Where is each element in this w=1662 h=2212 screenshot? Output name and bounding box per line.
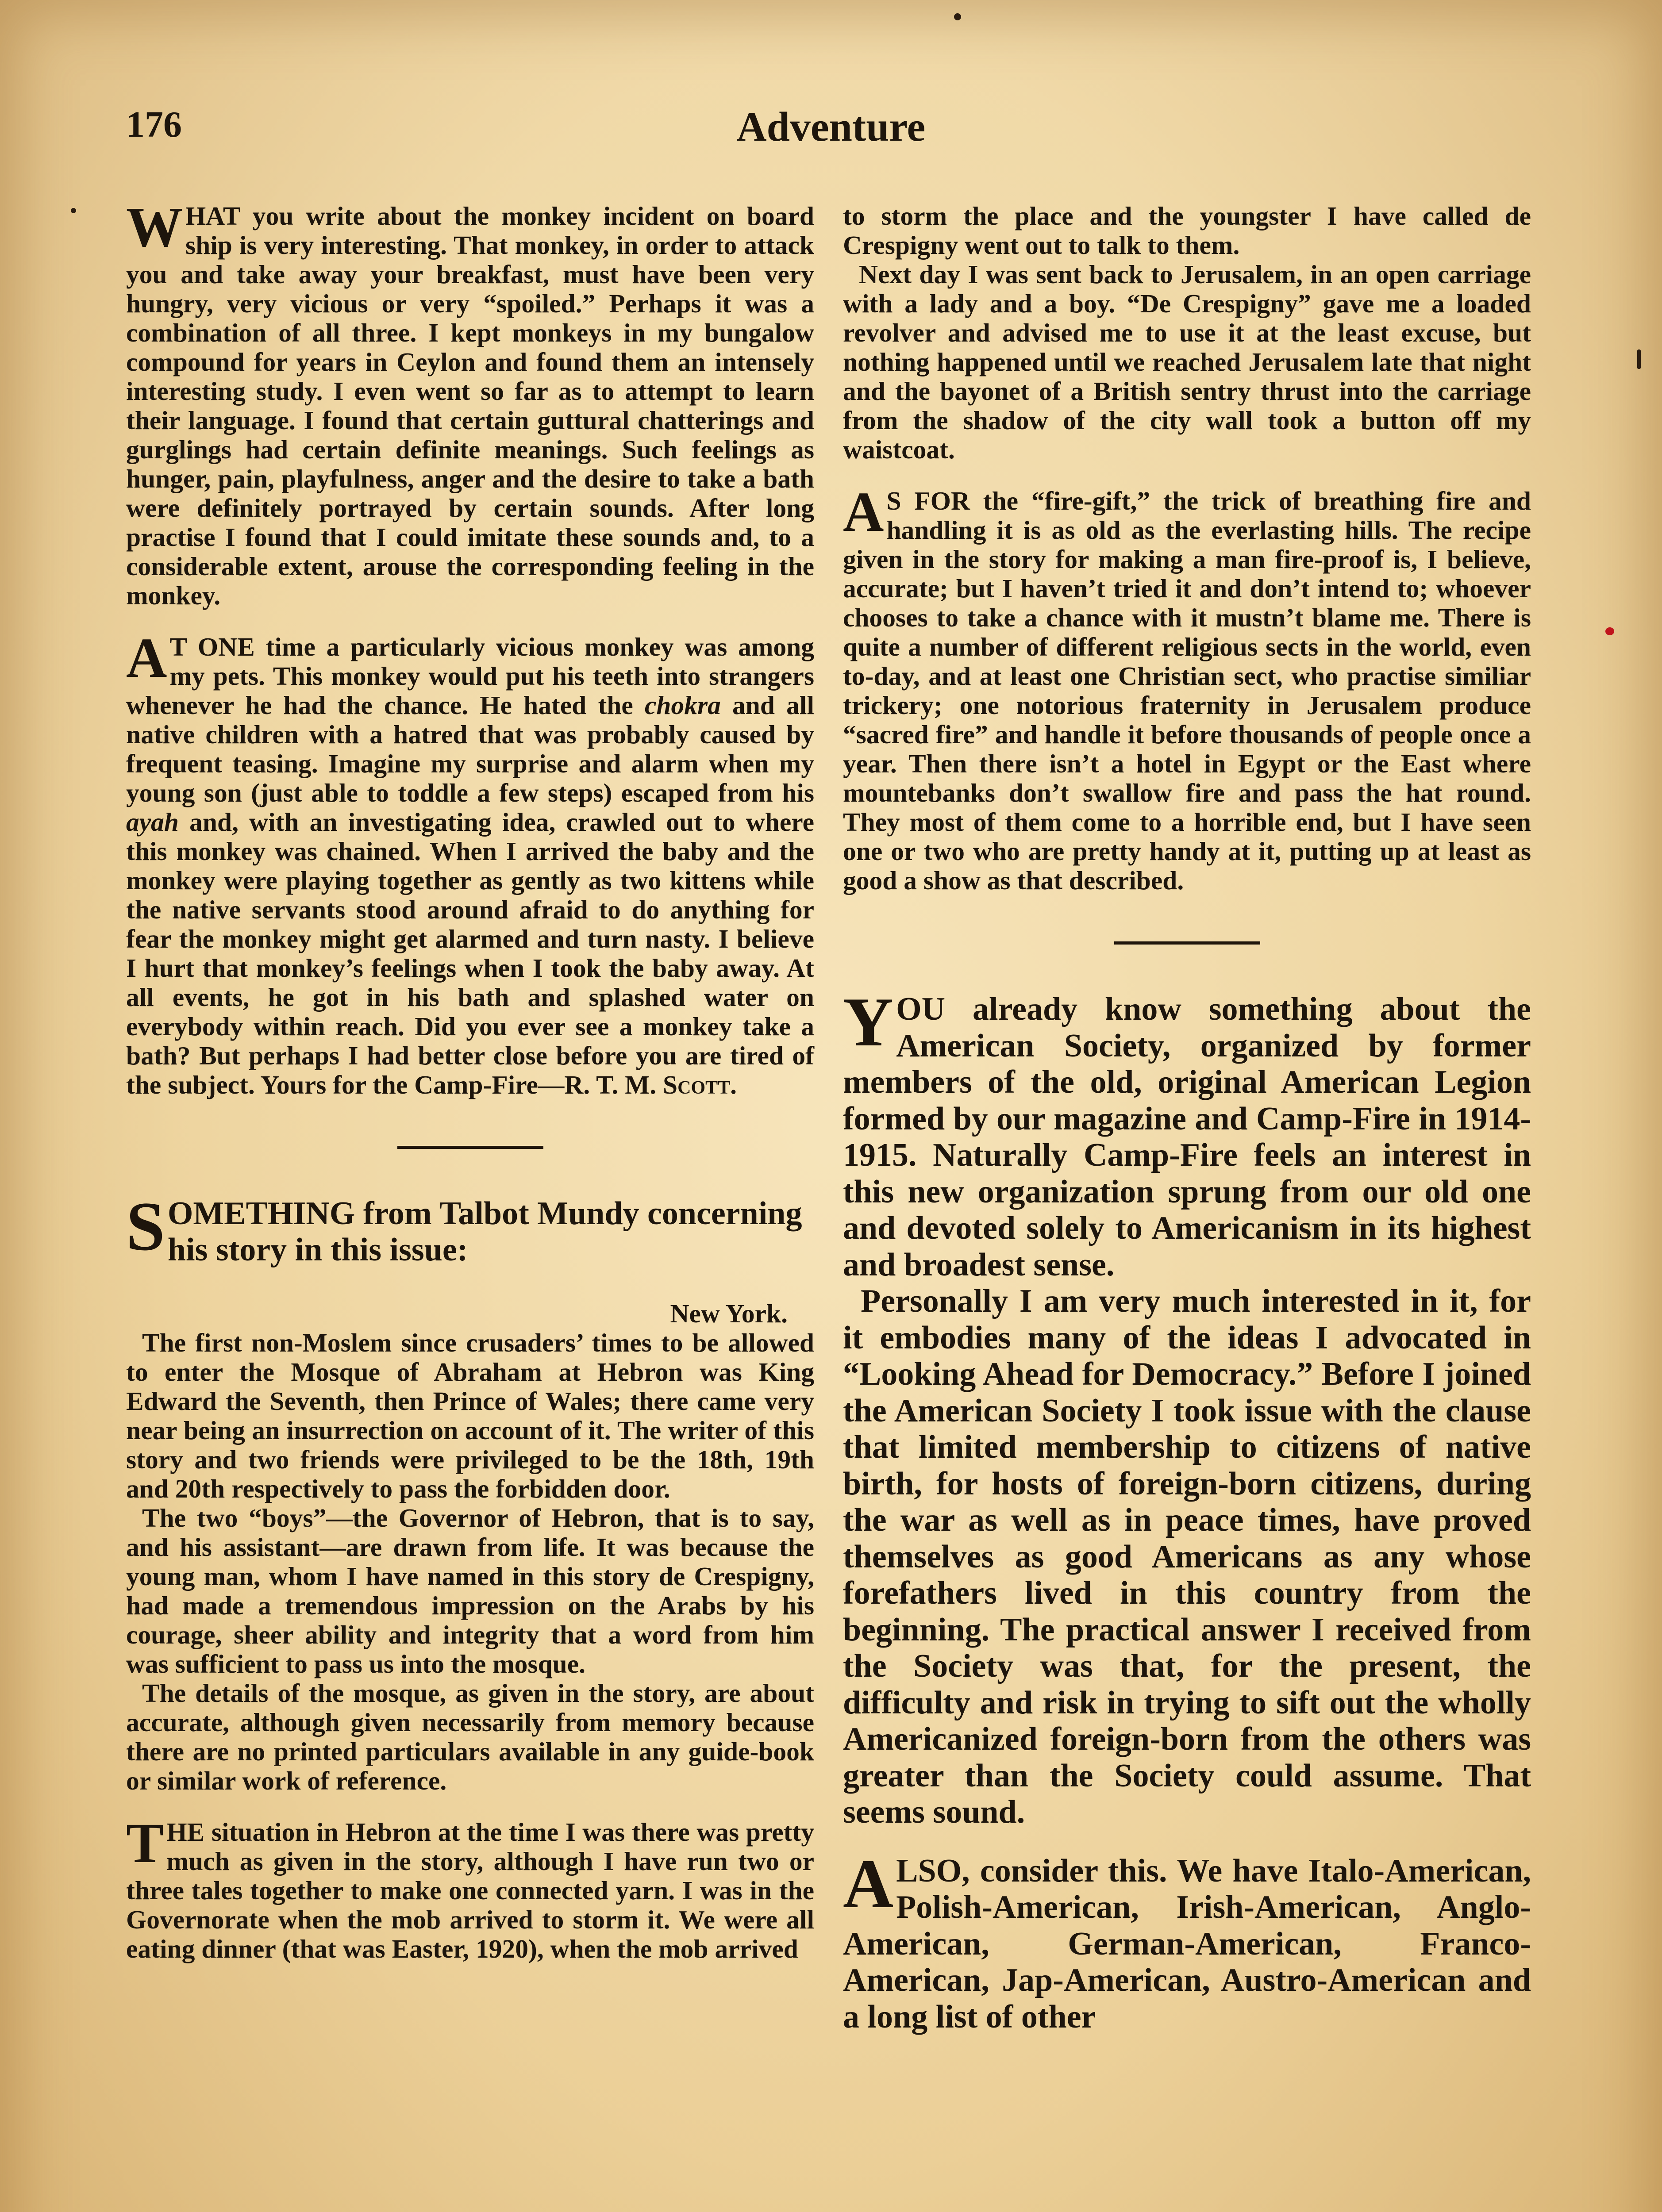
monkey-letter-paragraph-2	[126, 626, 814, 1099]
drop-cap: A	[843, 1845, 894, 1923]
editorial-paragraph-2: Personally I am very much interested in it, for it embodies many of the ideas I advocated in “Looking Ahead for Democracy.” Before I joined the American Society I took issue with the clause that limited membership to citizens of native birth, for hosts of foreign-born citizens, during the war as well as in peace times, have proved themselves as good Americans as any whose forefathers lived in this country from the beginning. The practical answer I received from the Society was that, for the present, the difficulty and risk in trying to sift out the wholly Americanized foreign-born from the others was greater than the Society could assume. That seems sound.	[843, 1283, 1531, 1830]
editorial-paragraph-3	[843, 1845, 1531, 2035]
left-column	[126, 196, 814, 1963]
paragraph-text: T ONE time a particularly vicious monkey was among my pets. This monkey would put his teeth into strangers whenever he had the chance. He hated the	[126, 632, 814, 720]
section-spacer	[843, 945, 1531, 991]
ink-speck	[954, 13, 961, 20]
red-ink-speck	[1605, 627, 1614, 635]
drop-cap: W	[126, 196, 183, 258]
paragraph-text: LSO, consider this. We have Italo-American, Polish-American, Irish-American, Anglo-American, German-American, Franco-American, Jap-American, Austro-American and a long list of other	[843, 1852, 1531, 2035]
mundy-paragraph-2: The two “boys”—the Governor of Hebron, that is to say, and his assistant—are drawn from life. It was because the young man, whom I have named in this story de Crespigny, had made a tremendous impression on the Arabs by his courage, sheer ability and integrity that a word from him was sufficient to pass us into the mosque.	[126, 1503, 814, 1678]
signature-surname: Scott.	[663, 1070, 737, 1099]
section-spacer	[126, 1099, 814, 1146]
paragraph-spacer	[843, 464, 1531, 486]
paragraph-text: OU already know something about the American Society, organized by former members of the old, original American Legion formed by our magazine and Camp-Fire in 1914-1915. Naturally Camp-Fire feels an interest in this new organization sprung from our old one and devoted solely to Americanism in its highest and broadest sense.	[843, 991, 1531, 1283]
drop-cap: S	[126, 1188, 165, 1265]
dateline: New York.	[670, 1299, 788, 1328]
mundy-continued-paragraph-2: Next day I was sent back to Jerusalem, in an open carriage with a lady and a boy. “De Crespigny” gave me a loaded revolver and advised me to use it at the least excuse, but nothing happened until we reached Jerusalem late that night and the bayonet of a British sentry thrust into the carriage from the shadow of the city wall took a button off my waistcoat.	[843, 260, 1531, 464]
mundy-paragraph-4	[126, 1812, 814, 1963]
paragraph-text: S FOR the “fire-gift,” the trick of breathing fire and handling it is as old as the everlasting hills. The recipe given in the story for making a man fire-proof is, I believe, accurate; but I haven’t tried it and don’t intend to; whoever chooses to take a chance with it mustn’t blame me. There is quite a number of different religious sects in the world, even to-day, and at least one Christian sect, who practise similiar trickery; one notorious fraternity in Jerusalem produce “sacred fire” and handle it before thousands of people once a year. Then there isn’t a hotel in Egypt or the East where mountebanks don’t swallow fire and pass the hat round. They most of them come to a horrible end, but I have seen one or two who are pretty handy at it, putting up at least as good a show as that described.	[843, 486, 1531, 895]
italic-word-chokra: chokra	[644, 691, 721, 720]
paragraph-text: and all native children with a hatred that was probably caused by frequent teasing. Imagine my surprise and alarm when my young son (just able to toddle a few steps) escaped from his	[126, 691, 814, 807]
paragraph-spacer	[126, 610, 814, 632]
paragraph-spacer	[126, 1795, 814, 1817]
drop-cap: A	[843, 480, 884, 543]
monkey-letter-paragraph-1	[126, 196, 814, 610]
section-divider-rule	[1114, 941, 1260, 945]
running-head	[126, 106, 1536, 164]
mundy-paragraph-1: The first non-Moslem since crusaders’ times to be allowed to enter the Mosque of Abraham at Hebron was King Edward the Seventh, then Prince of Wales; there came very near being an insurrection on account of it. The writer of this story and two friends were privileged to be the 18th, 19th and 20th respectively to pass the forbidden door.	[126, 1328, 814, 1503]
drop-cap: T	[126, 1812, 164, 1874]
mundy-paragraph-3: The details of the mosque, as given in the story, are about accurate, although given necessarily from memory because there are no printed particulars available in any guide-book or similar work of reference.	[126, 1678, 814, 1795]
italic-word-ayah: ayah	[126, 807, 179, 837]
section-spacer	[843, 895, 1531, 941]
intro-text: OMETHING from Talbot Mundy concerning his story in this issue:	[167, 1195, 802, 1268]
magazine-title: Adventure	[736, 104, 926, 150]
editorial-paragraph-1	[843, 983, 1531, 1283]
drop-cap: A	[126, 626, 167, 689]
paragraph-spacer	[126, 1268, 814, 1299]
paragraph-text: HAT you write about the monkey incident on board ship is very interesting. That monkey, in order to attack you and take away your breakfast, must have been very hungry, very vicious or very “spoiled.” Perhaps it was a combination of all three. I kept monkeys in my bungalow compound for years in Ceylon and found them an intensely interesting study. I even went so far as to attempt to learn their language. I found that certain guttural chatterings and gurglings had certain definite meanings. Such feelings as hunger, pain, playfulness, anger and the desire to take a bath were definitely portrayed by certain sounds. After long practise I found that I could imitate these sounds and, to a considerable extent, arouse the corresponding feeling in the monkey.	[126, 201, 814, 610]
paragraph-text: and, with an investigating idea, crawled out to where this monkey was chained. When I arrived the baby and the monkey were playing together as gently as two kittens while the native servants stood around afraid to do anything for fear the monkey might get alarmed and turn nasty. I believe I hurt that monkey’s feelings when I took the baby away. At all events, he got in his bath and splashed water on everybody within reach. Did you ever see a monkey take a bath? But perhaps I had better close before you are tired of the subject. Yours for the Camp-Fire—R. T. M.	[126, 807, 814, 1099]
mundy-intro	[126, 1188, 814, 1268]
fire-gift-paragraph	[843, 480, 1531, 895]
paragraph-text: HE situation in Hebron at the time I was there was pretty much as given in the story, although I have run two or three tales together to make one connected yarn. I was in the Governorate when the mob arrived to storm it. We were all eating dinner (that was Easter, 1920), when the mob arrived	[126, 1817, 814, 1963]
section-divider-rule	[397, 1146, 543, 1149]
mundy-continued-paragraph-1: to storm the place and the youngster I have called de Crespigny went out to talk to them.	[843, 201, 1531, 260]
ink-speck	[1637, 349, 1641, 369]
drop-cap: Y	[843, 983, 894, 1061]
paragraph-spacer	[843, 1831, 1531, 1853]
page-number: 176	[126, 104, 182, 145]
ink-speck	[71, 208, 76, 213]
right-column	[843, 201, 1531, 2035]
section-spacer	[126, 1149, 814, 1195]
